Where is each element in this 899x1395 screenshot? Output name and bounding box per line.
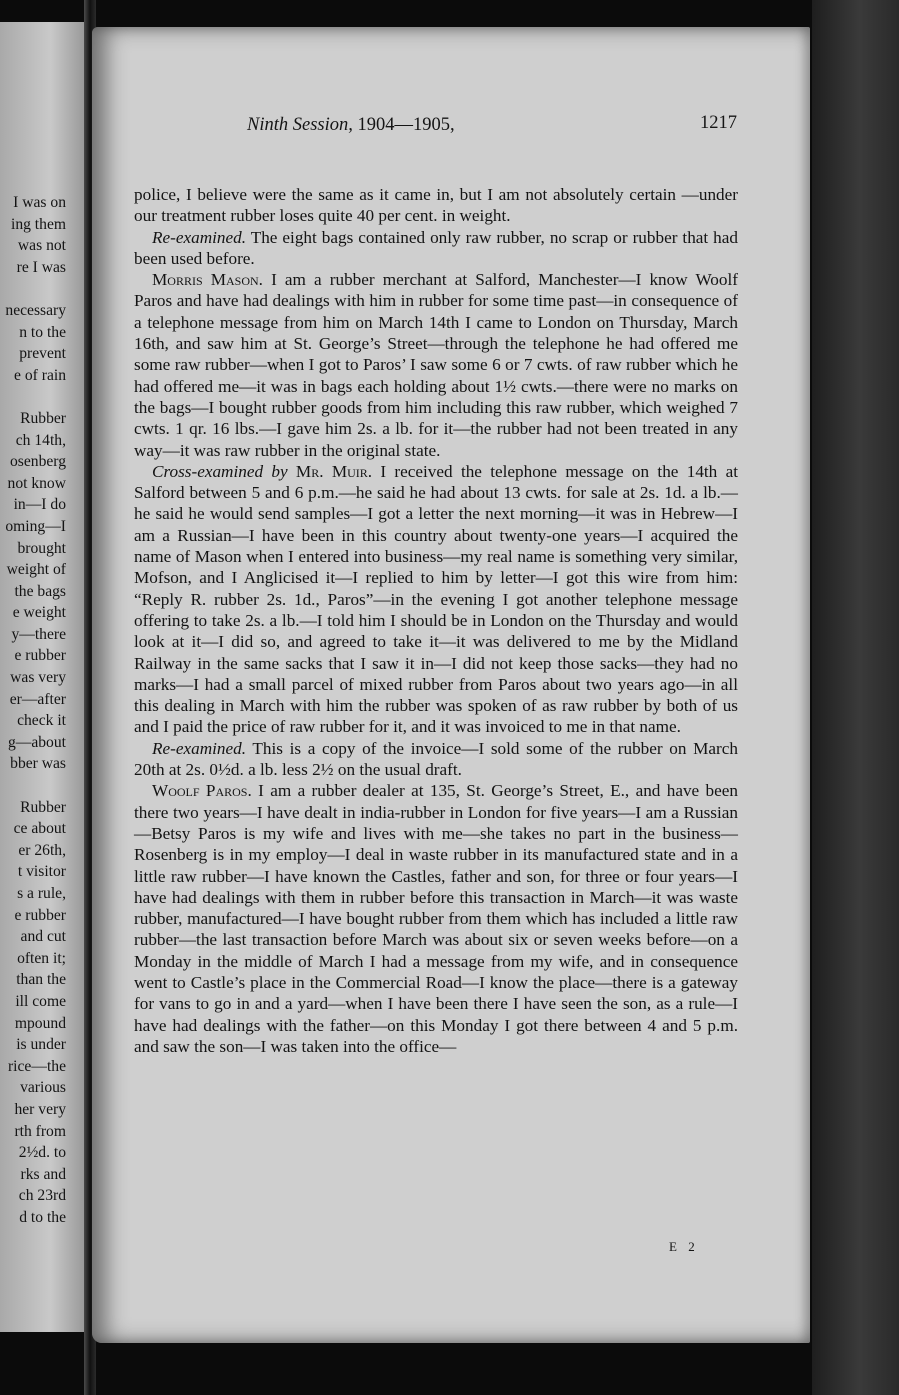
left-page-line: bber was	[10, 755, 66, 773]
left-page-line: g—about	[7, 733, 66, 751]
left-page-line: rth from	[14, 1122, 66, 1140]
left-page-line: t visitor	[17, 863, 66, 881]
paragraph-1-text: police, I believe were the same as it came in, but I am not absolutely certain —under our treatment rubber loses quite 40 per cent. in weight.	[134, 185, 738, 226]
left-page-line: than the	[16, 971, 66, 989]
left-page-line: osenberg	[9, 453, 66, 471]
left-page-line: d to the	[19, 1208, 66, 1226]
left-page-line: various	[20, 1079, 66, 1097]
left-page-line: weight of	[6, 561, 66, 579]
left-page-line: e rubber	[14, 906, 66, 924]
left-page-line: ing them	[10, 215, 66, 233]
left-page-line: ch 14th,	[15, 431, 66, 449]
left-page-line: ce about	[13, 820, 66, 838]
left-page-line: e rubber	[14, 647, 66, 665]
paragraph-woolf-paros	[134, 780, 738, 1057]
left-page-line: and cut	[20, 928, 66, 946]
paragraph-2-text: The eight bags contained only raw rubber, no scrap or rubber that had been used before.	[134, 227, 738, 268]
paragraph-reexamined-2	[134, 738, 738, 781]
left-page-line: Rubber	[20, 409, 66, 427]
left-page-line: e of rain	[14, 366, 66, 384]
paragraph-1	[134, 184, 738, 227]
left-page-line: er—after	[9, 690, 66, 708]
signature-mark: E 2	[669, 1239, 699, 1254]
left-page-line: Rubber	[20, 798, 66, 816]
left-page-line: brought	[17, 539, 66, 557]
left-page-line: in—I do	[13, 496, 66, 514]
left-page-line: her very	[14, 1100, 66, 1118]
paragraph-6-text: I am a rubber dealer at 135, St. George’s Street, E., and have been there two years—I have dealt in india-rubber in London for five years—I am a Russian—Betsy Paros is my wife and lives with me—she takes no part in the business—Rosenberg is in my employ—I deal in waste rubber in its manufactured state and in a little raw rubber—I have known the Castles, father and son, for three or four years—I have had dealings with them in rubber before this transaction in March—it was waste rubber, manufactured—I have bought rubber from them which has included a little raw rubber—the last transaction before March was about six or seven weeks before—on a Monday in the middle of March I had a message from my wife, and in consequence went to Castle’s place in the Commercial Road—I know the place—there is a gateway for vans to go in and a yard—when I have been there I have seen the son, as a rule—I have had dealings with the father—on this Monday I got there between 4 and 5 p.m. and saw the son—I was taken into the office—	[134, 781, 738, 1056]
left-page-edge	[0, 22, 84, 1332]
left-page-line: not know	[7, 474, 66, 492]
dark-background-right	[812, 0, 899, 1395]
left-page-line: the bags	[14, 582, 66, 600]
left-page-line: ill come	[15, 992, 66, 1010]
reexamined-label-2: Re-examined.	[152, 738, 247, 758]
left-page-line: was very	[10, 669, 66, 687]
left-page-line: oming—I	[5, 517, 66, 535]
left-page-line: check it	[17, 712, 66, 730]
left-page-line	[0, 386, 84, 408]
witness-name-mason: Morris Mason.	[152, 270, 263, 290]
left-page-line: mpound	[14, 1014, 66, 1032]
left-page-line: I was on	[13, 194, 66, 211]
paragraph-cross-examined	[134, 461, 738, 738]
left-page-line: s a rule,	[17, 885, 66, 902]
paragraph-3-text: I am a rubber merchant at Salford, Manchester—I know Woolf Paros and have had dealings with him in rubber for some time past—in consequence of a telephone message from him on March 14th I came to London on Thursday, March 16th, and saw him at St. George’s Street—through the telephone he had offered me some raw rubber—when I got to Paros’ I saw some 6 or 7 cwts. of raw rubber which he had offered me—it was in bags each holding about 1½ cwts.—there were no marks on the bags—I bought rubber goods from him including this raw rubber, which weighed 7 cwts. 1 qr. 16 lbs.—I gave him 2s. a lb. for it—the rubber had not been treated in any way—it was raw rubber in the original state.	[134, 270, 738, 460]
left-page-line: rks and	[20, 1165, 66, 1183]
page-number: 1217	[700, 113, 737, 133]
left-page-text-fragments	[0, 192, 84, 1229]
left-page-line: 2½d. to	[18, 1144, 66, 1162]
counsel-name-muir: Mr. Muir.	[295, 461, 373, 481]
witness-name-paros: Woolf Paros.	[152, 781, 252, 801]
left-page-line: er 26th,	[18, 841, 66, 859]
cross-examined-label: Cross-examined by	[152, 461, 288, 481]
header-years: 1904—1905,	[357, 115, 455, 135]
left-page-line: often it;	[17, 949, 66, 967]
left-page-line: necessary	[5, 301, 66, 319]
left-page-line	[0, 278, 84, 300]
left-page-line: prevent	[19, 345, 66, 363]
running-header	[247, 115, 647, 136]
left-page-line	[0, 775, 84, 797]
page-body	[134, 184, 738, 1057]
left-page-line: re I was	[16, 258, 66, 276]
paragraph-reexamined-1	[134, 227, 738, 270]
left-page-line: was not	[17, 237, 66, 255]
header-session: Ninth Session,	[247, 115, 353, 135]
paragraph-morris-mason	[134, 269, 738, 461]
paragraph-5-text: This is a copy of the invoice—I sold some of the rubber on March 20th at 2s. 0½d. a lb. less 2½ on the usual draft.	[134, 738, 738, 780]
reexamined-label: Re-examined.	[152, 227, 247, 247]
left-page-line: n to the	[19, 323, 66, 341]
left-page-line: y—there	[11, 625, 66, 643]
left-page-line: e weight	[12, 604, 66, 622]
left-page-line: ch 23rd	[18, 1187, 66, 1205]
left-page-line: rice—the	[7, 1057, 66, 1075]
left-page-line: is under	[16, 1036, 66, 1054]
paragraph-4-text: I received the telephone message on the 14th at Salford between 5 and 6 p.m.—he said he had about 13 cwts. for sale at 2s. 1d. a lb.—he said he would send samples—I got a letter the next morning—it was in Hebrew—I am a Russian—I have been in this country about twenty-one years—I acquired the name of Mason when I entered into business—my real name is something very similar, Mofson, and I Anglicised it—I replied to him by letter—I got this wire from him: “Reply R. rubber 2s. 1d., Paros”—in the evening I got another telephone message offering to take 2s. a lb.—I told him I should be in London on the Thursday and would look at it—I did so, and agreed to take it—it was delivered to me by the Midland Railway in the same sacks that I saw it in—I did not keep those sacks—they had no marks—I had a small parcel of mixed rubber from Paros about two years ago—in all this dealing in March with him the rubber was spoken of as raw rubber by both of us and I paid the price of raw rubber for it, and it was invoiced to me in that name.	[134, 461, 738, 737]
